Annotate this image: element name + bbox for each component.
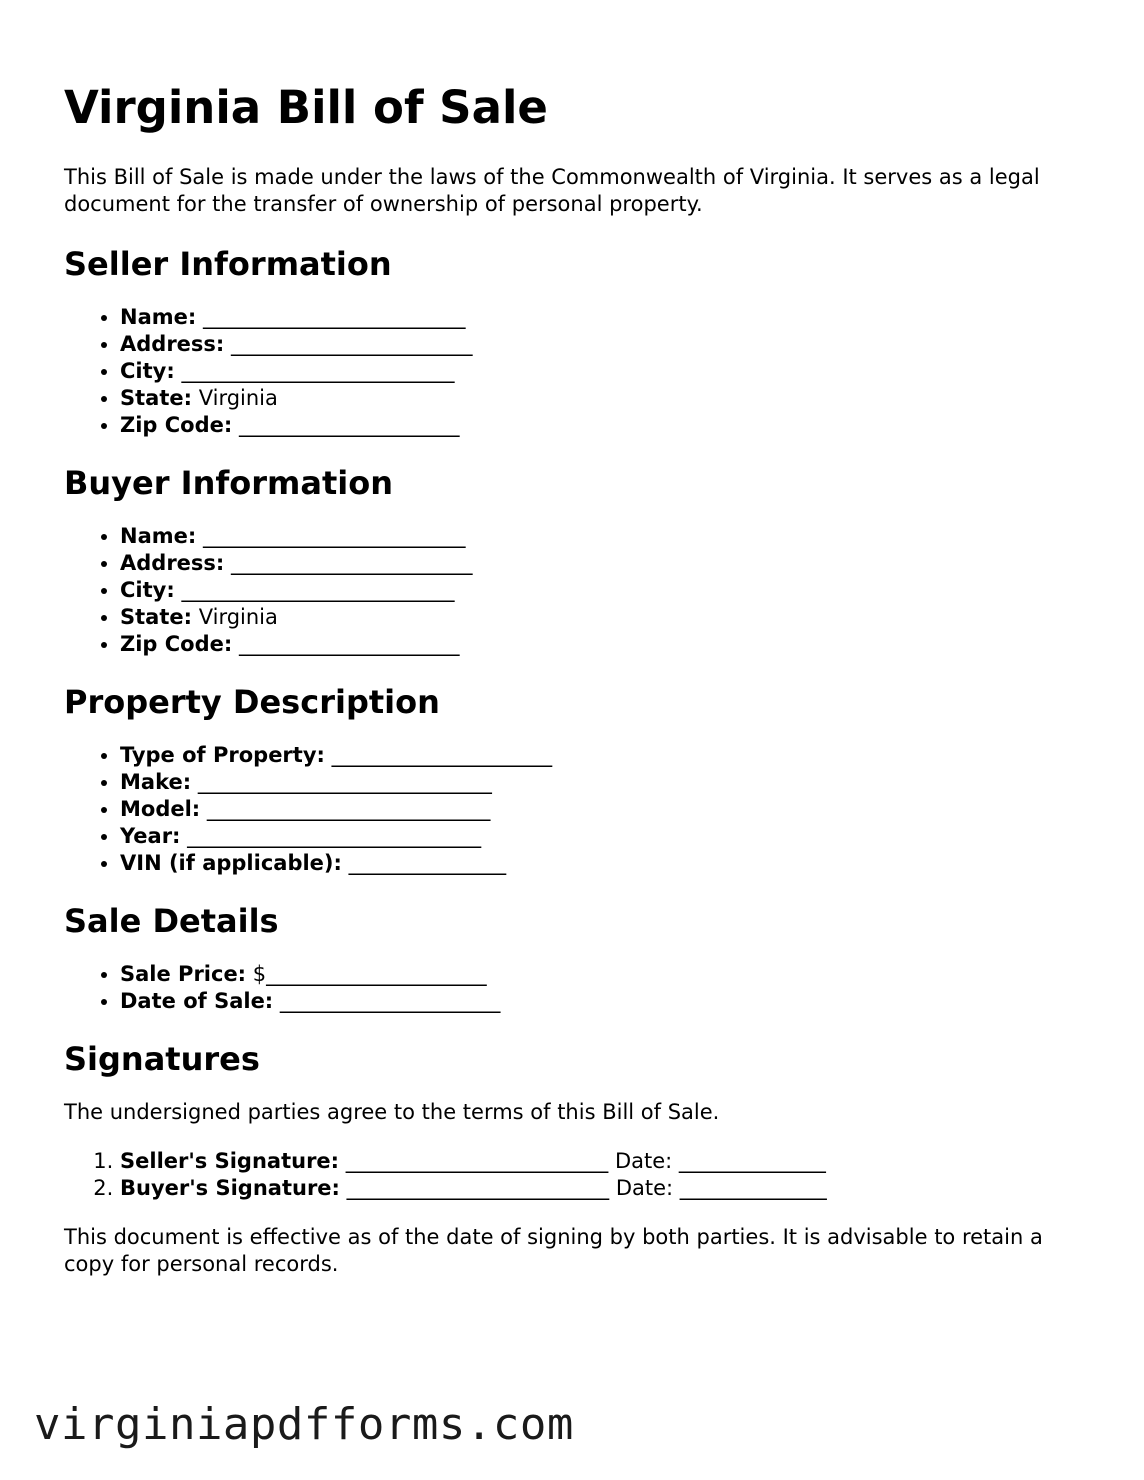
property-model-label: Model: [120,797,201,821]
buyer-state-value: Virginia [198,605,278,629]
seller-zip-field [120,412,1094,439]
buyer-address-label: Address: [120,551,225,575]
signature-list [64,1148,1094,1202]
seller-name-label: Name: [120,305,197,329]
seller-state-label: State: [120,386,193,410]
property-vin-field [120,850,1094,877]
seller-zip-label: Zip Code: [120,413,233,437]
buyer-city-blank: __________________________ [181,578,455,602]
property-model-field [120,796,1094,823]
property-make-field [120,769,1094,796]
sale-price-field [120,961,1094,988]
signatures-heading: Signatures [64,1040,260,1078]
buyer-city-field [120,577,1094,604]
sale-field-list [64,961,1094,1015]
buyer-state-field [120,604,1094,631]
buyer-address-field [120,550,1094,577]
seller-state-value: Virginia [198,386,278,410]
property-heading: Property Description [64,683,440,721]
sale-price-label: Sale Price: [120,962,247,986]
buyer-name-label: Name: [120,524,197,548]
buyer-section [64,463,1094,658]
site-watermark: virginiapdfforms.com [34,1399,574,1450]
seller-zip-blank: _____________________ [238,413,460,437]
seller-name-field [120,304,1094,331]
seller-city-label: City: [120,359,175,383]
buyer-field-list [64,523,1094,658]
seller-city-field [120,358,1094,385]
seller-section [64,244,1094,439]
property-make-blank: ____________________________ [197,770,492,794]
seller-signature-label: Seller's Signature: [120,1149,340,1173]
property-make-label: Make: [120,770,192,794]
property-year-blank: ____________________________ [187,824,482,848]
sale-date-field [120,988,1094,1015]
property-year-label: Year: [120,824,181,848]
seller-address-blank: _______________________ [231,332,473,356]
buyer-zip-blank: _____________________ [238,632,460,656]
sale-date-label: Date of Sale: [120,989,274,1013]
seller-state-field [120,385,1094,412]
buyer-signature-label: Buyer's Signature: [120,1176,340,1200]
document-page [64,80,1094,1278]
seller-heading: Seller Information [64,245,392,283]
sale-section [64,901,1094,1015]
property-type-blank: _____________________ [331,743,553,767]
seller-field-list [64,304,1094,439]
buyer-signature-line [120,1175,1094,1202]
seller-city-blank: __________________________ [181,359,455,383]
intro-paragraph: This Bill of Sale is made under the laws of the Commonwealth of Virginia. It serves as a legal document for the transfer of ownership of personal property. [64,165,1040,216]
buyer-zip-field [120,631,1094,658]
seller-signature-blank: _________________________ Date: ______________ [345,1149,826,1173]
buyer-zip-label: Zip Code: [120,632,233,656]
buyer-signature-blank: _________________________ Date: ______________ [346,1176,827,1200]
sale-heading: Sale Details [64,902,279,940]
property-model-blank: ___________________________ [206,797,491,821]
property-section [64,682,1094,877]
seller-address-field [120,331,1094,358]
buyer-name-blank: _________________________ [202,524,466,548]
signatures-intro: The undersigned parties agree to the terms of this Bill of Sale. [64,1100,720,1124]
property-type-label: Type of Property: [120,743,325,767]
buyer-city-label: City: [120,578,175,602]
property-vin-blank: _______________ [348,851,507,875]
property-type-field [120,742,1094,769]
seller-signature-line [120,1148,1094,1175]
buyer-address-blank: _______________________ [231,551,473,575]
property-field-list [64,742,1094,877]
document-title: Virginia Bill of Sale [64,81,548,134]
property-year-field [120,823,1094,850]
sale-price-blank: $_____________________ [252,962,487,986]
seller-name-blank: _________________________ [202,305,466,329]
property-vin-label: VIN (if applicable): [120,851,342,875]
closing-paragraph: This document is effective as of the date of signing by both parties. It is advisable to retain a copy for personal records. [64,1225,1043,1276]
buyer-name-field [120,523,1094,550]
seller-address-label: Address: [120,332,225,356]
sale-date-blank: _____________________ [279,989,501,1013]
buyer-heading: Buyer Information [64,464,393,502]
buyer-state-label: State: [120,605,193,629]
signatures-section [64,1039,1094,1278]
